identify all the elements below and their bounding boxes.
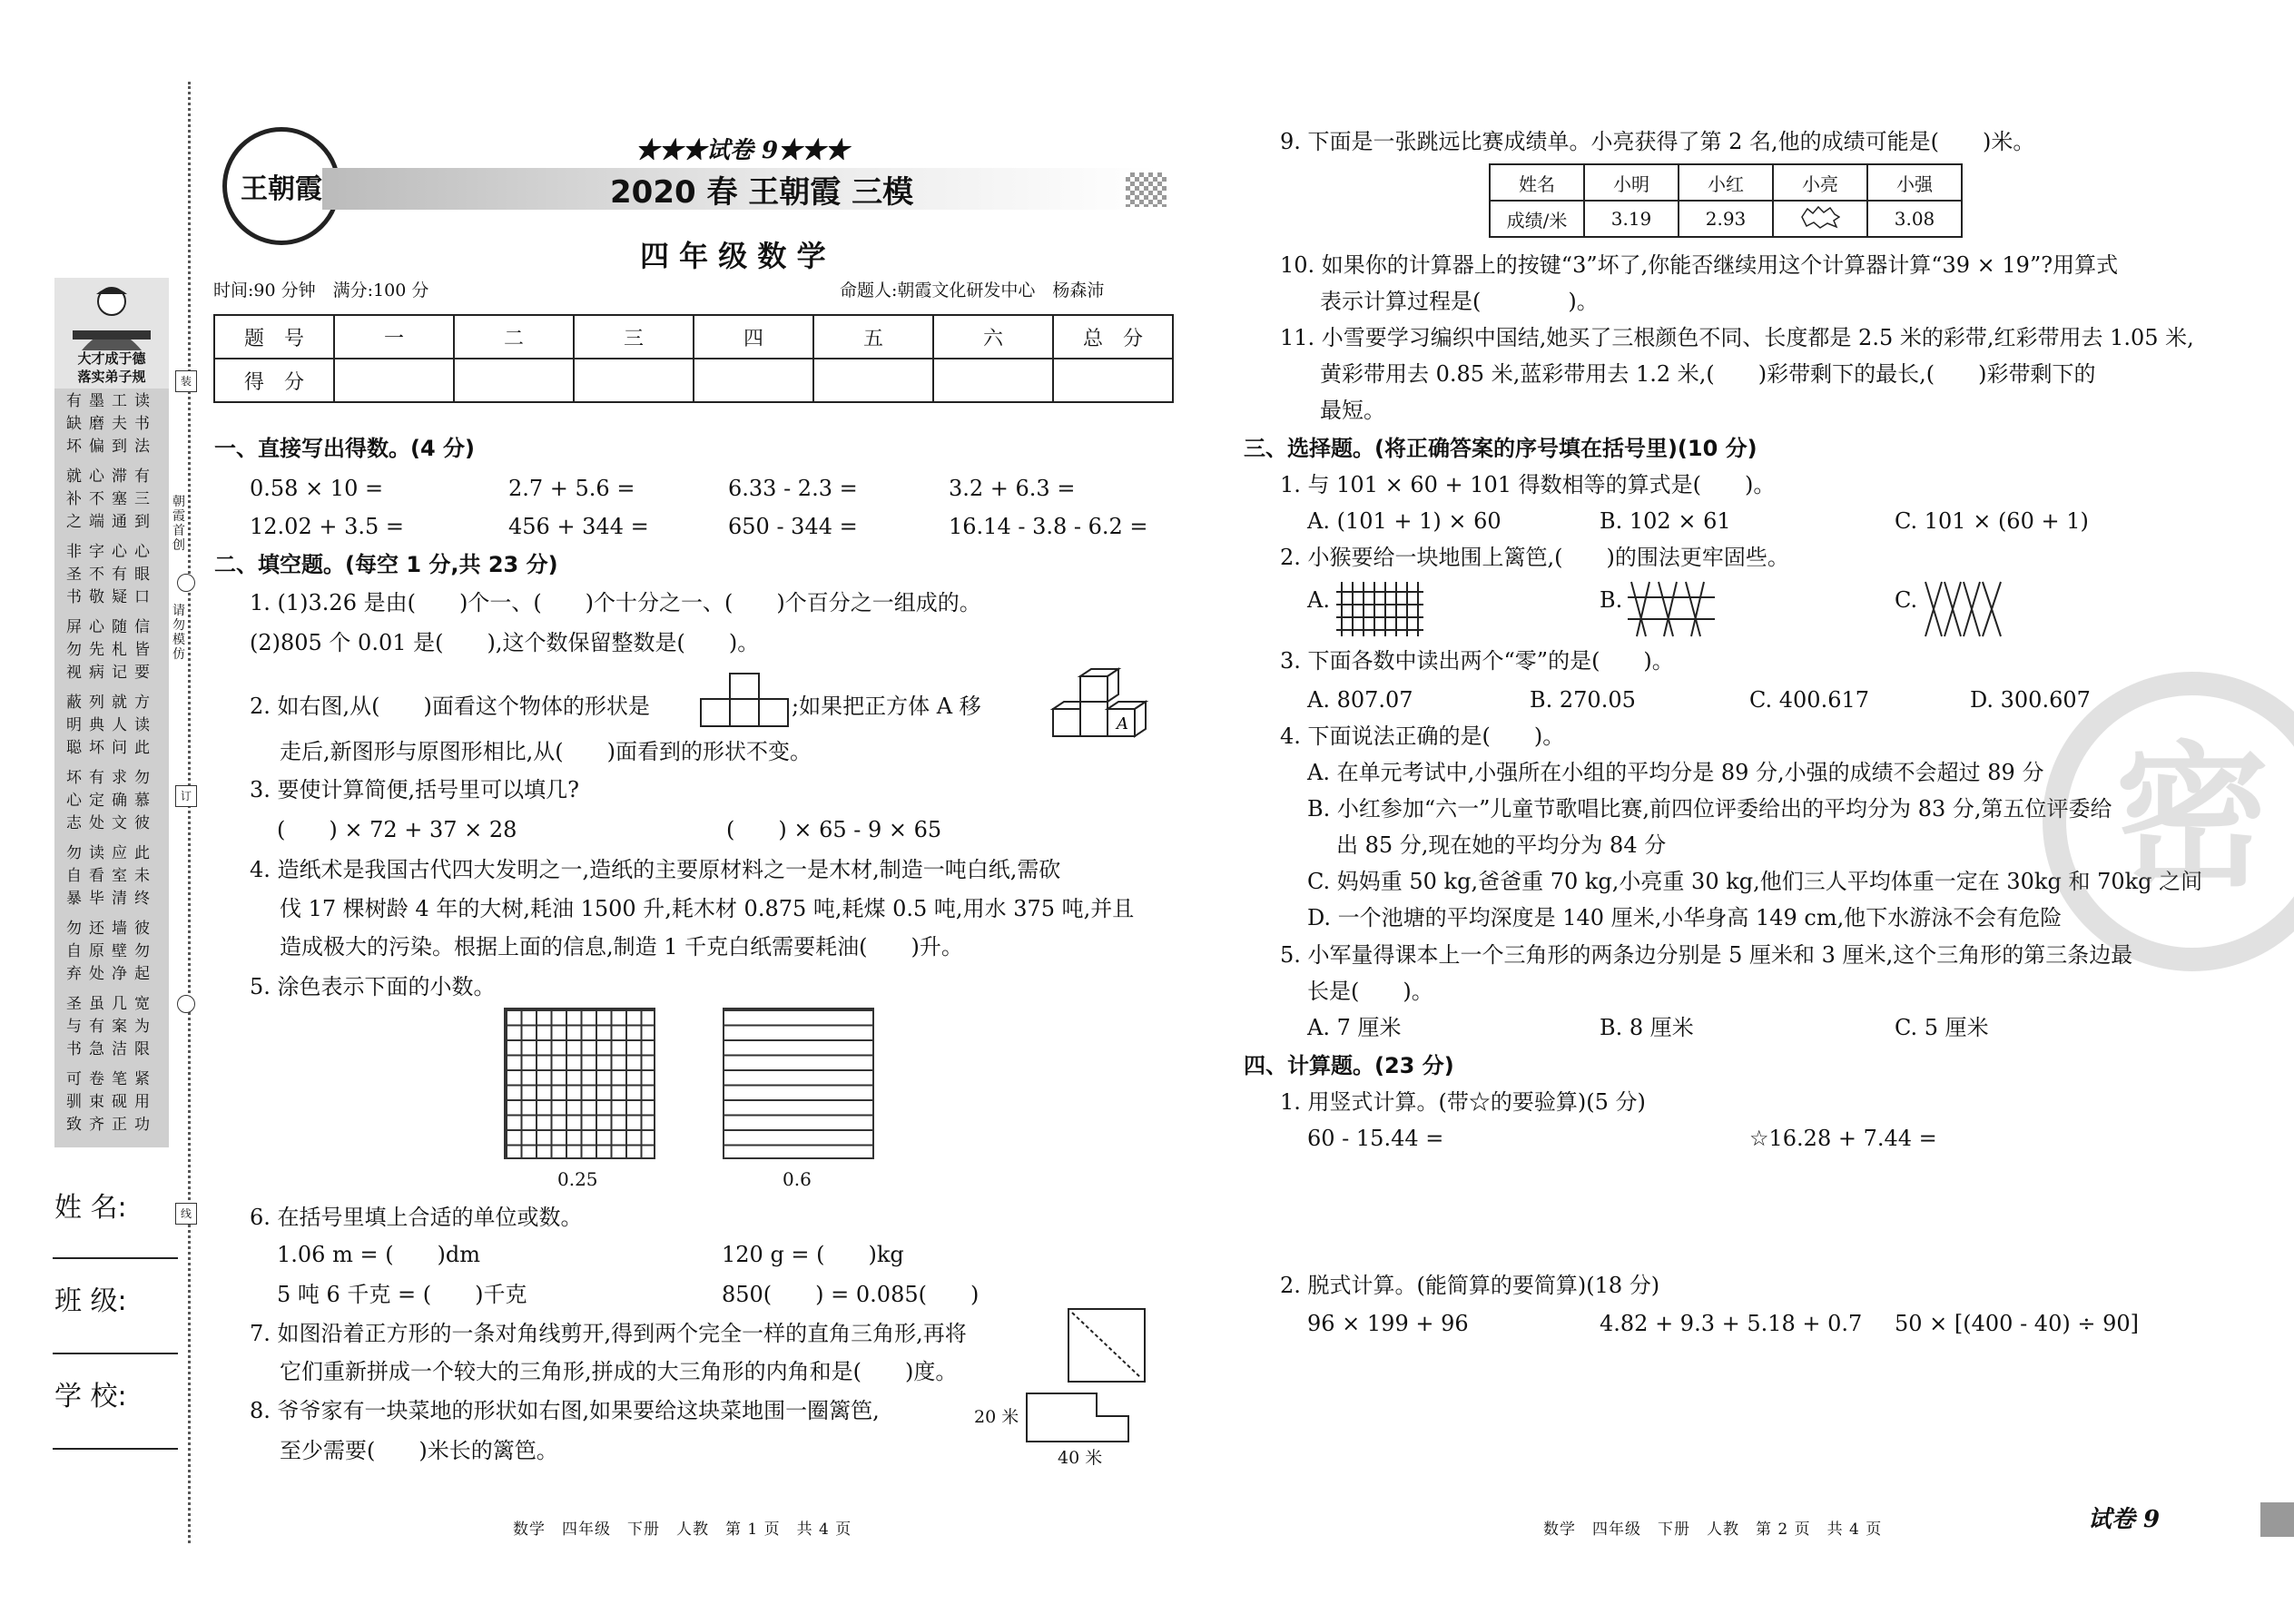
- grid-label: 0.25: [557, 1168, 598, 1190]
- question-text: 伐 17 棵树龄 4 年的大树,耗油 1500 升,耗木材 0.875 吨,耗煤 0.5 吨,用水 375 吨,并且: [280, 896, 1135, 921]
- garden-shape-figure: [1024, 1391, 1133, 1445]
- choice-option: B.: [1600, 587, 1623, 613]
- motto-group: 非字心心 圣不有眼 书敬疑口: [66, 543, 157, 606]
- question-text: ( ) × 72 + 37 × 28: [277, 817, 517, 842]
- bind-mark: 装: [175, 370, 197, 392]
- motto-group: 勿还墙彼 自原壁勿 弃处净起: [66, 920, 157, 983]
- question-text: 5. 小军量得课本上一个三角形的两条边分别是 5 厘米和 3 厘米,这个三角形的第三条边最: [1280, 942, 2133, 968]
- question-text: 表示计算过程是( )。: [1320, 289, 1599, 314]
- question-text: 1.06 m = ( )dm: [277, 1242, 481, 1267]
- question-text: 4. 造纸术是我国古代四大发明之一,造纸的主要原材料之一是木材,制造一吨白纸,需砍: [250, 857, 1061, 882]
- choice-option: C. 5 厘米: [1895, 1015, 1989, 1040]
- question-text: 6. 在括号里填上合适的单位或数。: [250, 1205, 583, 1230]
- calc-item: 4.82 + 9.3 + 5.18 + 0.7: [1600, 1311, 1863, 1336]
- calc-item: 16.14 - 3.8 - 6.2 =: [949, 514, 1148, 539]
- score-cell[interactable]: [334, 359, 454, 402]
- score-table: [213, 314, 1174, 403]
- score-header-cell: 一: [334, 315, 454, 359]
- question-text: 造成极大的污染。根据上面的信息,制造 1 千克白纸需要耗油( )升。: [280, 934, 963, 960]
- square-diagonal-figure: [1067, 1307, 1148, 1384]
- calc-item: 12.02 + 3.5 =: [250, 514, 404, 539]
- grid-label: 0.6: [783, 1168, 812, 1190]
- jump-cell: 3.08: [1867, 201, 1962, 237]
- question-text: 11. 小雪要学习编织中国结,她买了三根颜色不同、长度都是 2.5 米的彩带,红彩带用去 1.05 米,: [1280, 325, 2194, 350]
- cut-line: [188, 82, 191, 1543]
- tenths-grid[interactable]: [723, 1008, 874, 1159]
- bind-mark: 订: [175, 785, 197, 807]
- cube-a-label: A: [1117, 714, 1128, 733]
- dimension-label: 20 米: [974, 1407, 1019, 1427]
- motto-group: 坏有求勿 心定确慕 志处文彼: [66, 769, 157, 832]
- calc-item: 96 × 199 + 96: [1307, 1311, 1469, 1336]
- question-text: 4. 下面说法正确的是( )。: [1280, 723, 1565, 749]
- calc-item: 50 × [(400 - 40) ÷ 90]: [1895, 1311, 2139, 1336]
- dimension-label: 40 米: [1058, 1448, 1103, 1468]
- page-footer-right: 数学 四年级 下册 人教 第 2 页 共 4 页: [1543, 1521, 1883, 1539]
- jump-cell-obscured: [1773, 201, 1867, 237]
- question-text: 它们重新拼成一个较大的三角形,拼成的大三角形的内角和是( )度。: [280, 1359, 958, 1384]
- vertical-note-1: 朝霞首创: [172, 495, 185, 553]
- choice-option: D. 300.607: [1970, 687, 2091, 713]
- front-view-figure: [699, 672, 790, 728]
- section-4-title: 四、计算题。(23 分): [1244, 1053, 1454, 1078]
- calc-item: 3.2 + 6.3 =: [949, 476, 1076, 501]
- calc-item: 2.7 + 5.6 =: [508, 476, 635, 501]
- question-text: 2. 如右图,从( )面看这个物体的形状是: [250, 694, 650, 719]
- choice-option: D. 一个池塘的平均深度是 140 厘米,小华身高 149 cm,他下水游泳不会有危险: [1307, 905, 2063, 930]
- section-3-title: 三、选择题。(将正确答案的序号填在括号里)(10 分): [1244, 436, 1757, 461]
- motto-caption-2: 落实弟子规: [77, 369, 146, 385]
- hundred-grid[interactable]: [504, 1008, 655, 1159]
- jump-cell: 3.19: [1584, 201, 1679, 237]
- question-text: 10. 如果你的计算器上的按键“3”坏了,你能否继续用这个计算器计算“39 × 19”?用算式: [1280, 252, 2119, 278]
- class-label: 班 级:: [54, 1285, 127, 1317]
- calc-item: 650 - 344 =: [728, 514, 858, 539]
- choice-option: C.: [1895, 587, 1918, 613]
- brand-logo: 王朝霞: [222, 127, 340, 245]
- calc-item: 60 - 15.44 =: [1307, 1126, 1444, 1151]
- jump-header-cell: 小明: [1584, 164, 1679, 201]
- question-text: 2. 脱式计算。(能简算的要简算)(18 分): [1280, 1273, 1660, 1298]
- score-cell[interactable]: [933, 359, 1053, 402]
- question-text: 850( ) = 0.085( ): [722, 1282, 980, 1307]
- exam-tag: 试卷 9: [2088, 1506, 2161, 1533]
- fence-diagonal-figure: [1628, 579, 1715, 639]
- bind-mark: 线: [175, 1203, 197, 1225]
- long-jump-table: [1489, 163, 1963, 238]
- question-text: 2. 小猴要给一块地围上篱笆,( )的围法更牢固些。: [1280, 545, 1789, 570]
- jump-header-cell: 姓名: [1490, 164, 1584, 201]
- scissors-icon: [177, 995, 195, 1013]
- question-text: 120 g = ( )kg: [722, 1242, 904, 1267]
- choice-option: A.: [1307, 587, 1330, 613]
- checker-decoration: [1126, 172, 1167, 207]
- page-title: 2020 春 王朝霞 三模: [610, 174, 914, 211]
- score-cell[interactable]: [813, 359, 933, 402]
- question-text: 1. (1)3.26 是由( )个一、( )个十分之一、( )个百分之一组成的。: [250, 590, 981, 615]
- choice-option: B. 270.05: [1530, 687, 1636, 713]
- jump-cell: 2.93: [1679, 201, 1773, 237]
- choice-option: B. 8 厘米: [1600, 1015, 1694, 1040]
- motto-group: 有墨工读 缺磨夫书 坏偏到法: [66, 392, 157, 456]
- fence-grid-figure: [1336, 579, 1423, 639]
- question-text: 走后,新图形与原图形相比,从( )面看到的形状不变。: [280, 739, 812, 764]
- question-text: ( ) × 65 - 9 × 65: [726, 817, 942, 842]
- question-text: 7. 如图沿着正方形的一条对角线剪开,得到两个完全一样的直角三角形,再将: [250, 1321, 967, 1346]
- exam-author: 命题人:朝霞文化研发中心 杨森沛: [840, 281, 1105, 300]
- motto-caption-1: 大才成于德: [77, 350, 146, 367]
- choice-option: C. 妈妈重 50 kg,爸爸重 70 kg,小亮重 30 kg,他们三人平均体重一定在 30kg 和 70kg 之间: [1307, 869, 2203, 894]
- score-header-cell: 总 分: [1053, 315, 1173, 359]
- score-header-cell: 六: [933, 315, 1053, 359]
- secret-stamp: 密: [2043, 672, 2294, 971]
- question-text: 最短。: [1320, 398, 1385, 423]
- score-cell[interactable]: [454, 359, 574, 402]
- scholar-illustration: [54, 278, 169, 389]
- question-text: 8. 爷爷家有一块菜地的形状如右图,如果要给这块菜地围一圈篱笆,: [250, 1398, 880, 1423]
- score-header-cell: 题 号: [214, 315, 334, 359]
- question-text: ;如果把正方体 A 移: [792, 694, 981, 719]
- choice-option: A. 7 厘米: [1307, 1015, 1402, 1040]
- question-text: 5 吨 6 千克 = ( )千克: [277, 1282, 527, 1307]
- question-text: 3. 要使计算简便,括号里可以填几?: [250, 777, 580, 802]
- jump-header-cell: 小强: [1867, 164, 1962, 201]
- question-text: (2)805 个 0.01 是( ),这个数保留整数是( )。: [250, 630, 760, 655]
- score-cell[interactable]: [574, 359, 694, 402]
- motto-group: 屏心随信 勿先札皆 视病记要: [66, 618, 157, 682]
- choice-option: A. 807.07: [1307, 687, 1413, 713]
- motto-group: 勿读应此 自看室未 暴毕清终: [66, 844, 157, 908]
- fence-cross-figure: [1923, 579, 2004, 639]
- score-cell[interactable]: [1053, 359, 1173, 402]
- cube-figure: [1044, 667, 1167, 749]
- ink-blot-icon: [1800, 205, 1840, 229]
- question-text: 长是( )。: [1307, 979, 1433, 1004]
- question-text: 1. 与 101 × 60 + 101 得数相等的算式是( )。: [1280, 472, 1776, 497]
- question-text: 至少需要( )米长的篱笆。: [280, 1438, 558, 1463]
- motto-group: 圣虽几宽 与有案为 书急洁限: [66, 995, 157, 1058]
- score-header-cell: 二: [454, 315, 574, 359]
- question-text: 黄彩带用去 0.85 米,蓝彩带用去 1.2 米,( )彩带剩下的最长,( )彩带剩下的: [1320, 361, 2096, 387]
- tag-band: [2260, 1502, 2294, 1537]
- jump-cell: 成绩/米: [1490, 201, 1584, 237]
- motto-group: 蔽列就方 明典人读 聪坏问此: [66, 694, 157, 757]
- score-label-cell: 得 分: [214, 359, 334, 402]
- question-text: 1. 用竖式计算。(带☆的要验算)(5 分): [1280, 1089, 1646, 1115]
- choice-option: 出 85 分,现在她的平均分为 84 分: [1336, 832, 1667, 858]
- score-header-cell: 五: [813, 315, 933, 359]
- calc-item: 456 + 344 =: [508, 514, 649, 539]
- choice-option: B. 102 × 61: [1600, 508, 1731, 534]
- scholar-icon: [54, 278, 169, 352]
- question-text: 9. 下面是一张跳远比赛成绩单。小亮获得了第 2 名,他的成绩可能是( )米。: [1280, 129, 2035, 154]
- calc-item: 0.58 × 10 =: [250, 476, 384, 501]
- question-text: 5. 涂色表示下面的小数。: [250, 974, 496, 999]
- section-2-title: 二、填空题。(每空 1 分,共 23 分): [214, 552, 558, 577]
- subject-title: 四 年 级 数 学: [640, 239, 826, 273]
- school-label: 学 校:: [54, 1381, 127, 1412]
- score-header-cell: 三: [574, 315, 694, 359]
- exam-time: 时间:90 分钟 满分:100 分: [213, 281, 429, 300]
- choice-option: B. 小红参加“六一”儿童节歌唱比赛,前四位评委给出的平均分为 83 分,第五位评委给: [1307, 796, 2112, 822]
- calc-item: 6.33 - 2.3 =: [728, 476, 858, 501]
- choice-option: C. 101 × (60 + 1): [1895, 508, 2089, 534]
- section-1-title: 一、直接写出得数。(4 分): [214, 436, 475, 461]
- score-cell[interactable]: [694, 359, 813, 402]
- name-label: 姓 名:: [54, 1192, 127, 1224]
- motto-group: 就心滞有 补不塞三 之端通到: [66, 468, 157, 531]
- exam-number: ★★★试卷 9★★★: [635, 137, 850, 164]
- jump-header-cell: 小红: [1679, 164, 1773, 201]
- choice-option: C. 400.617: [1749, 687, 1870, 713]
- calc-item: ☆16.28 + 7.44 =: [1749, 1126, 1937, 1151]
- name-field[interactable]: [53, 1257, 178, 1259]
- page-footer-left: 数学 四年级 下册 人教 第 1 页 共 4 页: [513, 1521, 852, 1539]
- class-field[interactable]: [53, 1353, 178, 1354]
- scissors-icon: [177, 574, 195, 592]
- choice-option: A. (101 + 1) × 60: [1307, 508, 1501, 534]
- score-header-cell: 四: [694, 315, 813, 359]
- school-field[interactable]: [53, 1448, 178, 1450]
- choice-option: A. 在单元考试中,小强所在小组的平均分是 89 分,小强的成绩不会超过 89 分: [1307, 760, 2044, 785]
- question-text: 3. 下面各数中读出两个“零”的是( )。: [1280, 648, 1674, 674]
- jump-header-cell: 小亮: [1773, 164, 1867, 201]
- motto-panel: [54, 278, 169, 1147]
- motto-group: 可卷笔紧 驯束砚用 致齐正功: [66, 1070, 157, 1134]
- vertical-note-2: 请勿模仿: [172, 604, 185, 662]
